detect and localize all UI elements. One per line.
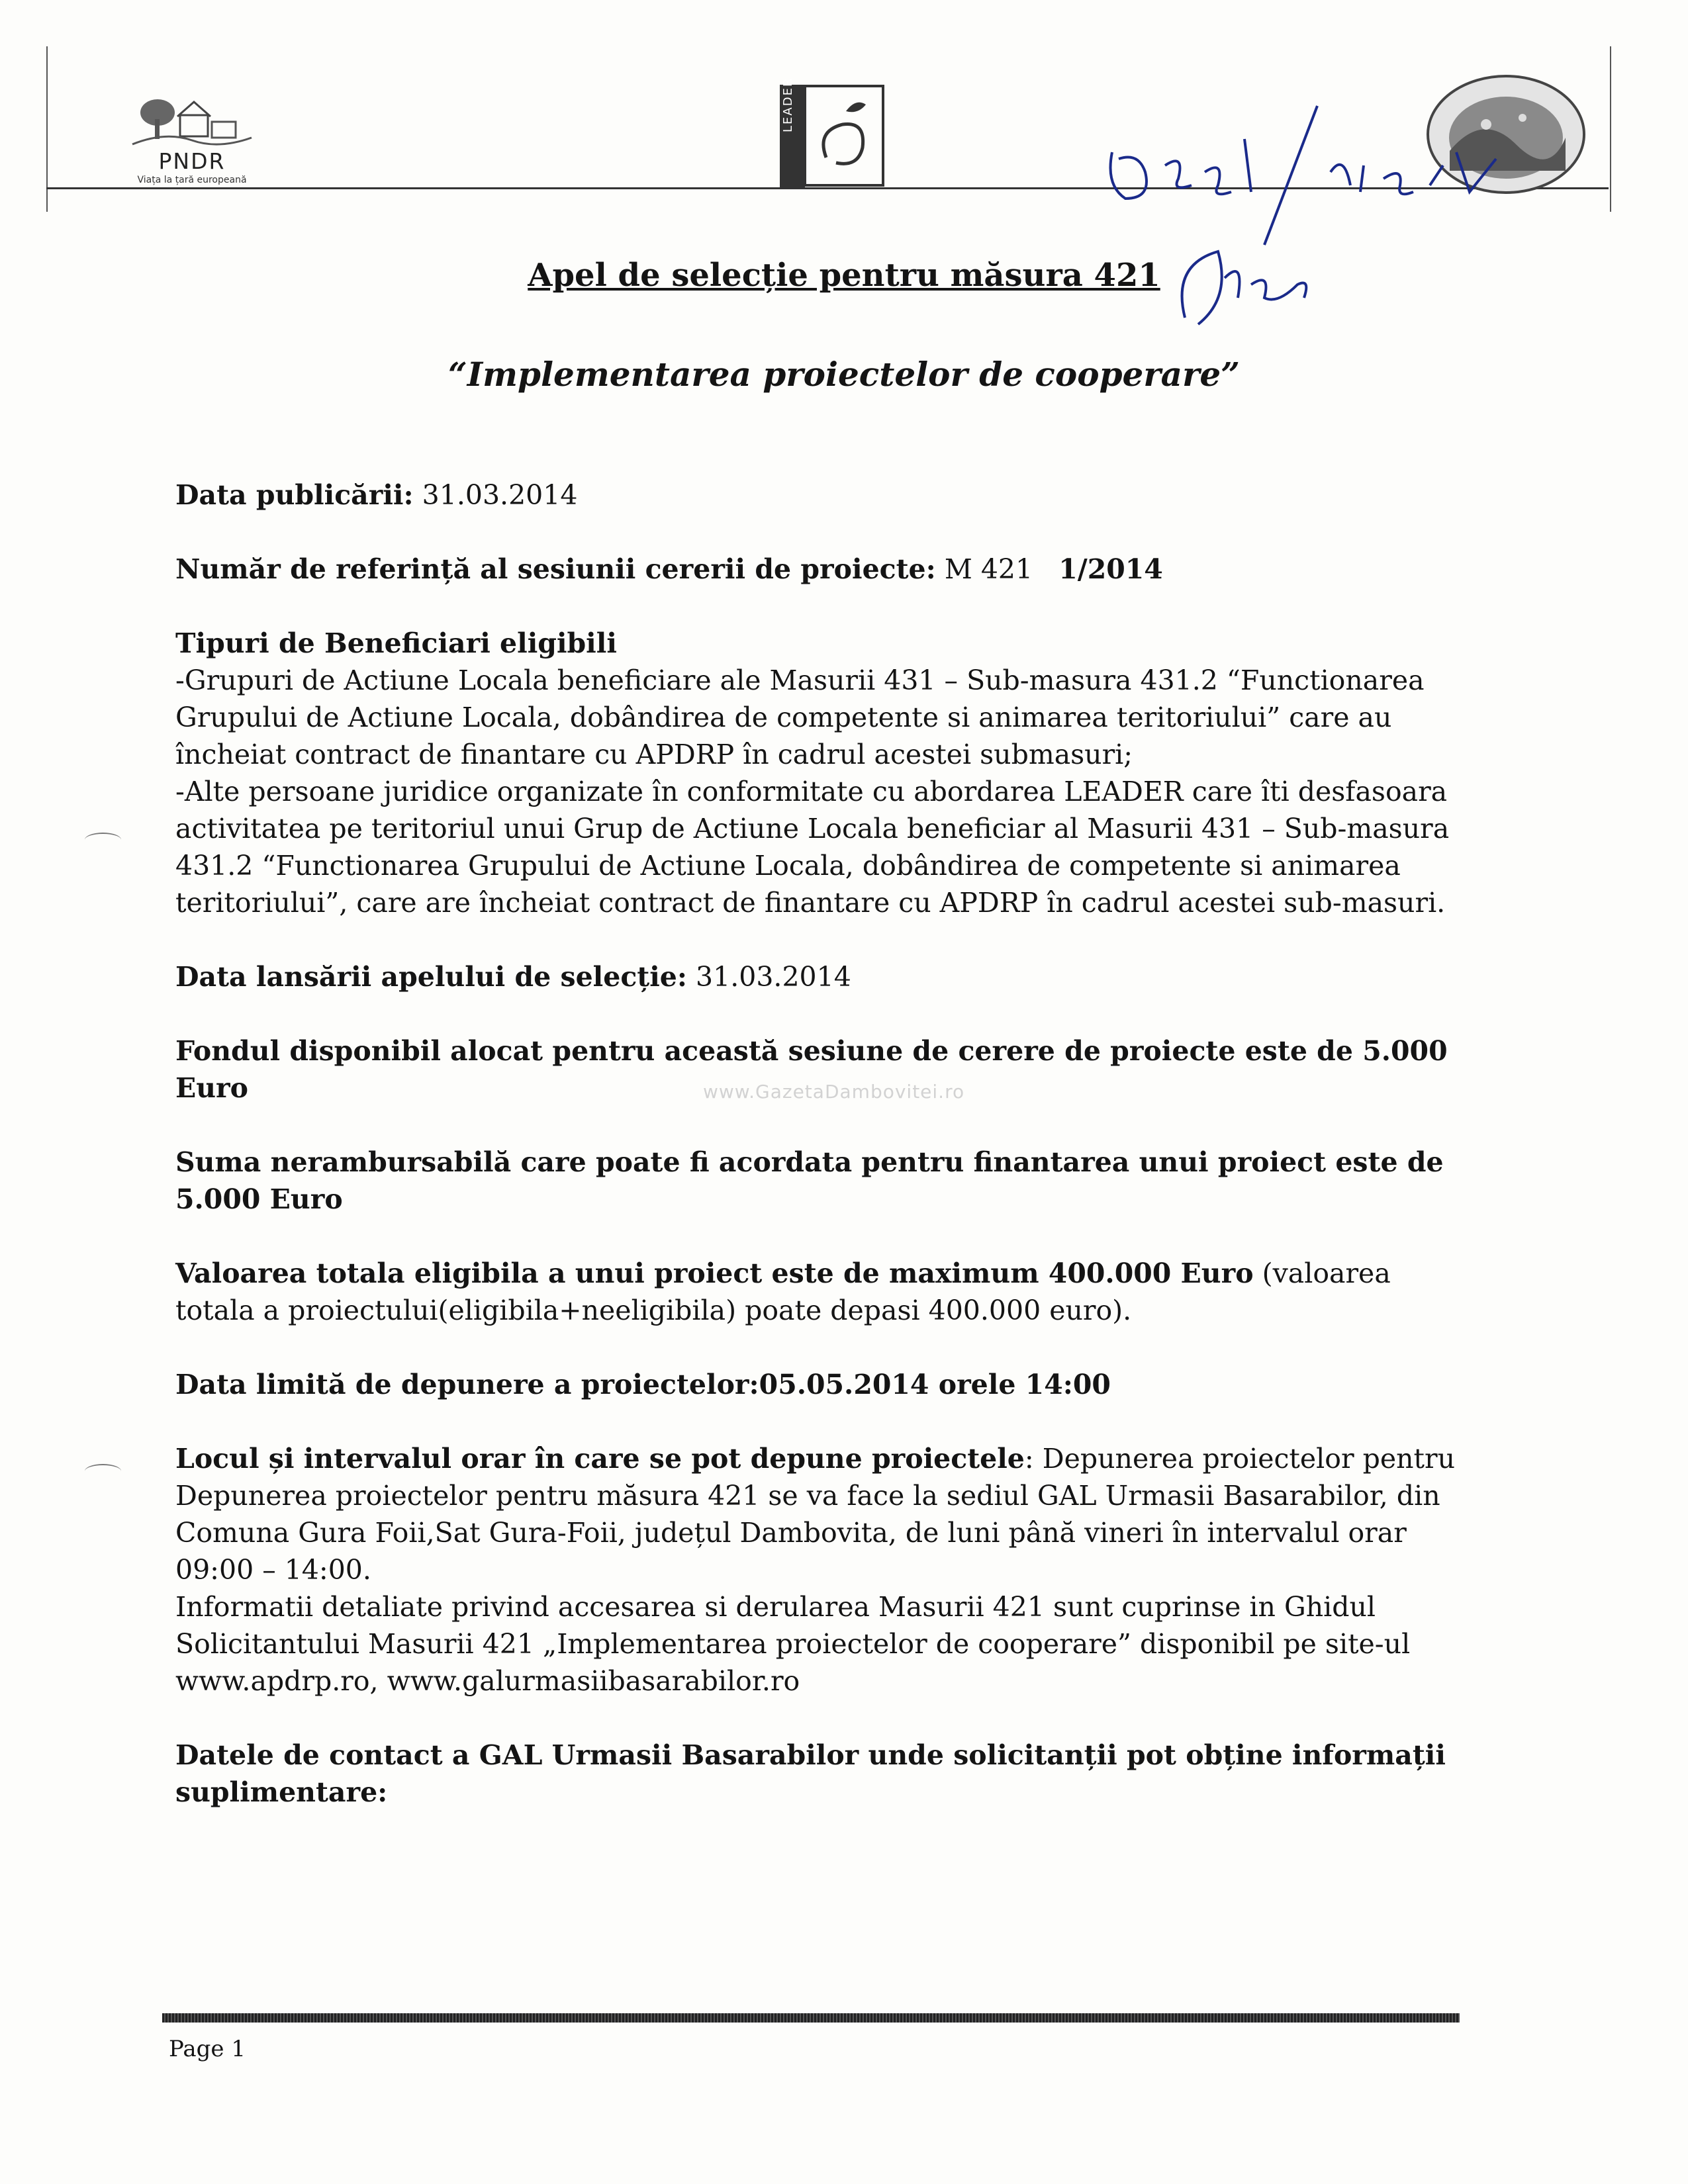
pndr-landscape-icon xyxy=(126,87,258,148)
reference-number xyxy=(175,551,1465,588)
pndr-logo-text: PNDR xyxy=(158,148,226,174)
leader-sidebar xyxy=(780,77,805,187)
total-eligible-value-label: Valoarea totala eligibila a unui proiect este de maximum 400.000 Euro xyxy=(175,1257,1254,1289)
eligible-beneficiaries-heading: Tipuri de Beneficiari eligibili xyxy=(175,627,617,659)
pndr-logo xyxy=(126,87,271,193)
leader-logo xyxy=(780,77,886,187)
available-fund: Fondul disponibil alocat pentru această sesiune de cerere de proiecte este de 5.000 Euro xyxy=(175,1035,1448,1104)
document-body xyxy=(175,477,1465,1811)
reference-measure-value: M 421 xyxy=(935,553,1033,585)
publication-date-value: 31.03.2014 xyxy=(413,479,578,511)
beneficiary-type-1: -Grupuri de Actiune Locala beneficiare ale Masurii 431 – Sub-masura 431.2 “Functionarea Grupului de Actiune Locala, dobândirea de competente si animarea teritoriului” care au încheiat contract de finantare cu APDRP în cadrul acestei submasuri; xyxy=(175,664,1425,770)
footer-divider xyxy=(162,2013,1460,2023)
detailed-information: Informatii detaliate privind accesarea si derularea Masurii 421 sunt cuprinse in Ghidul Solicitantului Masurii 421 „Implementarea proiectelor de cooperare” disponibil pe site-ul www.apdrp.ro, www.galurmasiibasarabilor.ro xyxy=(175,1591,1411,1697)
launch-date xyxy=(175,958,1465,995)
total-eligible-value-note: (valoarea totala a proiectului(eligibila+neeligibila) poate depasi 400.000 euro). xyxy=(175,1257,1391,1326)
launch-date-label: Data lansării apelului de selecție: xyxy=(175,961,688,993)
watermark: www.GazetaDambovitei.ro xyxy=(703,1081,965,1103)
submission-location xyxy=(175,1440,1465,1588)
handwritten-registration-stamp xyxy=(1099,99,1609,357)
scan-margin-mark xyxy=(85,833,121,847)
submission-location-text: : Depunerea proiectelor pentru Depunerea proiectelor pentru măsura 421 se va face la sediul GAL Urmasii Basarabilor, din Comuna Gura Foii,Sat Gura-Foii, județul Dambovita, de luni până vineri în intervalul orar 09:00 – 14:00. xyxy=(175,1443,1455,1586)
contact-details-heading: Datele de contact a GAL Urmasii Basarabilor unde solicitanții pot obține informații suplimentare: xyxy=(175,1739,1446,1808)
beneficiary-type-2: -Alte persoane juridice organizate în conformitate cu abordarea LEADER care îti desfasoara activitatea pe teritoriul unui Grup de Actiune Locala beneficiar al Masurii 431 – Sub-masura 431.2 “Functionarea Grupului de Actiune Locala, dobândirea de competente si animarea teritoriului”, care are încheiat contract de finantare cu APDRP în cadrul acestei sub-masuri. xyxy=(175,776,1450,919)
submission-deadline-label: Data limită de depunere a proiectelor: xyxy=(175,1369,759,1400)
submission-location-section xyxy=(175,1440,1465,1700)
submission-deadline-value: 05.05.2014 orele 14:00 xyxy=(759,1369,1111,1400)
page-subtitle: “Implementarea proiectelor de cooperare” xyxy=(448,355,1240,394)
launch-date-value: 31.03.2014 xyxy=(687,961,851,993)
eligible-beneficiaries-section xyxy=(175,625,1465,921)
scan-margin-mark xyxy=(85,1464,121,1479)
reference-session-value: 1/2014 xyxy=(1058,553,1163,585)
reference-number-label: Număr de referință al sesiunii cererii de proiecte: xyxy=(175,553,936,585)
grant-amount: Suma nerambursabilă care poate fi acordata pentru finantarea unui proiect este de 5.000 Euro xyxy=(175,1146,1444,1215)
publication-date-label: Data publicării: xyxy=(175,479,414,511)
pndr-tagline: Viața la țară europeană xyxy=(137,175,247,185)
page-number: Page 1 xyxy=(169,2036,246,2062)
submission-deadline xyxy=(175,1366,1465,1403)
leader-logo-text: LEADER xyxy=(781,77,795,132)
total-eligible-value xyxy=(175,1255,1465,1329)
publication-date xyxy=(175,477,1465,514)
submission-location-label: Locul și intervalul orar în care se pot depune proiectele xyxy=(175,1443,1025,1475)
page-title: Apel de selecție pentru măsura 421 xyxy=(528,257,1160,294)
